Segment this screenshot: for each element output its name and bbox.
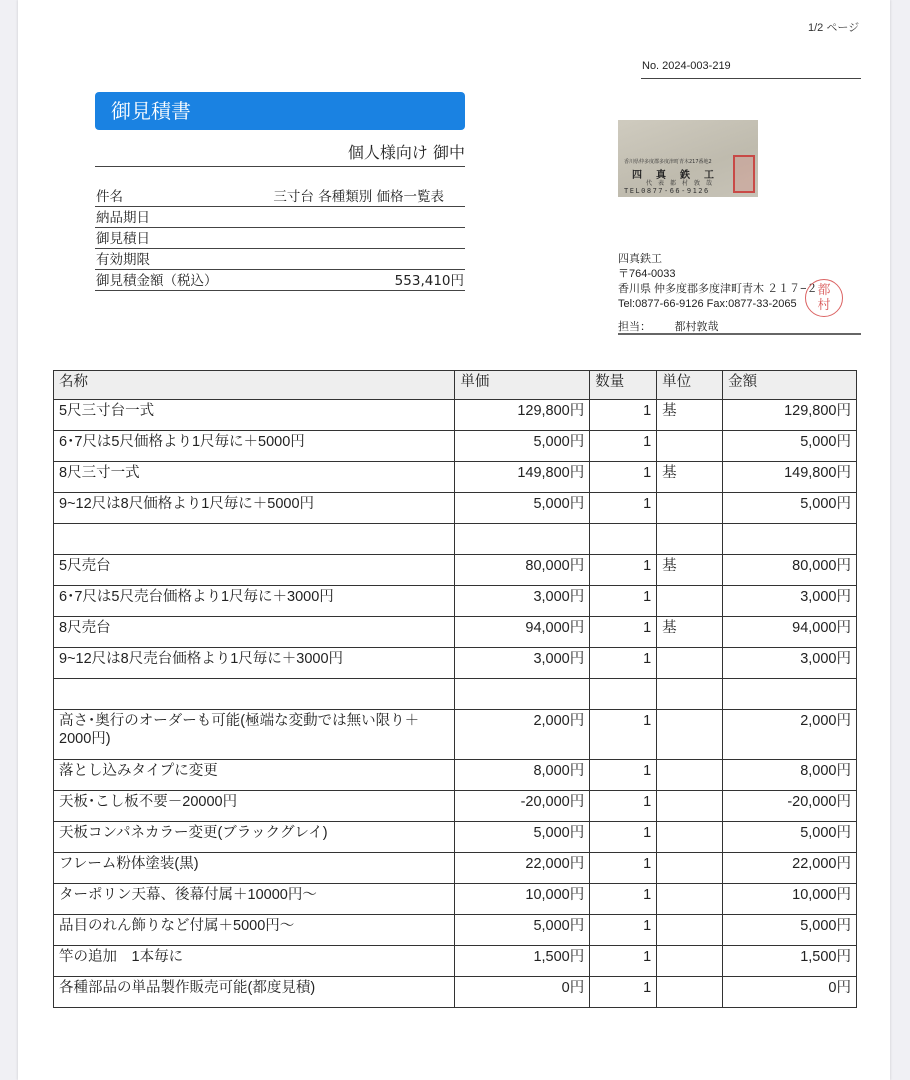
- document-title: 御見積書: [95, 92, 465, 130]
- cell-unit: 基: [657, 555, 723, 586]
- company-info: [618, 252, 818, 312]
- cell-quantity: 1: [590, 617, 657, 648]
- cell-name: 9~12尺は8尺売台価格より1尺毎に＋3000円: [54, 648, 455, 679]
- cell-quantity: 1: [590, 946, 657, 977]
- cell-quantity: 1: [590, 977, 657, 1008]
- contact-label: 担当：: [618, 320, 651, 333]
- cell-unit-price: 5,000円: [455, 431, 590, 462]
- cell-unit: [657, 493, 723, 524]
- cell-name: 9~12尺は8尺価格より1尺毎に＋5000円: [54, 493, 455, 524]
- cell-amount: 5,000円: [723, 822, 857, 853]
- cell-quantity: 1: [590, 760, 657, 791]
- cell-quantity: 1: [590, 555, 657, 586]
- cell-unit: 基: [657, 462, 723, 493]
- table-row: [54, 586, 857, 617]
- info-row-delivery-date: [95, 207, 465, 228]
- cell-name: 品目のれん飾りなど付属＋5000円～: [54, 915, 455, 946]
- table-row: [54, 946, 857, 977]
- cell-amount: [723, 524, 857, 555]
- cell-quantity: [590, 524, 657, 555]
- cell-quantity: 1: [590, 915, 657, 946]
- cell-unit-price: 1,500円: [455, 946, 590, 977]
- cell-unit-price: [455, 679, 590, 710]
- estimate-page: [18, 0, 890, 1080]
- page-indicator: 1/2 ページ: [808, 22, 860, 34]
- header-amount: 金額: [723, 371, 857, 400]
- cell-quantity: 1: [590, 884, 657, 915]
- table-row: [54, 431, 857, 462]
- cell-name: フレーム粉体塗装(黒): [54, 853, 455, 884]
- cell-name: [54, 679, 455, 710]
- cell-unit-price: [455, 524, 590, 555]
- cell-amount: 5,000円: [723, 431, 857, 462]
- recipient: 個人様向け 御中: [95, 140, 465, 167]
- info-label: 御見積日: [96, 231, 150, 247]
- cell-quantity: 1: [590, 648, 657, 679]
- table-row: [54, 617, 857, 648]
- cell-name: 各種部品の単品製作販売可能(都度見積): [54, 977, 455, 1008]
- company-postal: 〒764-0033: [618, 268, 676, 280]
- cell-amount: 5,000円: [723, 493, 857, 524]
- cell-unit: [657, 760, 723, 791]
- document-number: No. 2024-003-219: [641, 60, 861, 79]
- table-row: [54, 400, 857, 431]
- company-address: 香川県 仲多度郡多度津町青木 ２１７−２: [618, 283, 818, 295]
- info-row-subject: [95, 186, 465, 207]
- cell-unit: [657, 679, 723, 710]
- cell-name: 高さ･奥行のオーダーも可能(極端な変動では無い限り＋2000円): [54, 710, 455, 760]
- cell-name: 天板･こし板不要－20000円: [54, 791, 455, 822]
- table-row: [54, 710, 857, 760]
- info-label: 納品期日: [96, 210, 150, 226]
- contact-person: [618, 318, 861, 335]
- stamp-tel: TEL0877-66-9126: [624, 187, 710, 195]
- header-unit: 単位: [657, 371, 723, 400]
- cell-unit-price: 5,000円: [455, 822, 590, 853]
- cell-name: 天板コンパネカラー変更(ブラックグレイ): [54, 822, 455, 853]
- cell-unit: [657, 710, 723, 760]
- cell-quantity: 1: [590, 791, 657, 822]
- cell-quantity: [590, 679, 657, 710]
- cell-amount: 129,800円: [723, 400, 857, 431]
- cell-name: 竿の追加 1本毎に: [54, 946, 455, 977]
- contact-name: 都村敦哉: [674, 320, 719, 333]
- company-name: 四真鉄工: [618, 253, 662, 265]
- cell-name: 8尺売台: [54, 617, 455, 648]
- cell-quantity: 1: [590, 462, 657, 493]
- cell-unit-price: 2,000円: [455, 710, 590, 760]
- cell-amount: 2,000円: [723, 710, 857, 760]
- stamp-company: 四真鉄工: [632, 170, 728, 181]
- cell-name: 5尺三寸台一式: [54, 400, 455, 431]
- cell-amount: 10,000円: [723, 884, 857, 915]
- info-row-expiry: [95, 249, 465, 270]
- company-seal-icon: [733, 155, 755, 193]
- table-row-empty: [54, 679, 857, 710]
- cell-amount: [723, 679, 857, 710]
- table-row-empty: [54, 524, 857, 555]
- cell-amount: -20,000円: [723, 791, 857, 822]
- cell-unit: [657, 431, 723, 462]
- cell-name: 6･7尺は5尺価格より1尺毎に＋5000円: [54, 431, 455, 462]
- cell-unit-price: 129,800円: [455, 400, 590, 431]
- header-unit-price: 単価: [455, 371, 590, 400]
- info-row-total: [95, 270, 465, 291]
- stamp-representative: 代表都村敦哉: [646, 180, 719, 187]
- cell-unit-price: 5,000円: [455, 915, 590, 946]
- cell-unit-price: 94,000円: [455, 617, 590, 648]
- company-phone-fax: Tel:0877-66-9126 Fax:0877-33-2065: [618, 298, 797, 310]
- table-row: [54, 493, 857, 524]
- total-amount: 553,410円: [394, 273, 464, 289]
- cell-name: 6･7尺は5尺売台価格より1尺毎に＋3000円: [54, 586, 455, 617]
- company-stamp-image: [618, 120, 758, 197]
- table-row: [54, 462, 857, 493]
- cell-unit: 基: [657, 400, 723, 431]
- cell-name: 落とし込みタイプに変更: [54, 760, 455, 791]
- cell-unit-price: 3,000円: [455, 586, 590, 617]
- info-row-estimate-date: [95, 228, 465, 249]
- table-row: [54, 648, 857, 679]
- header-name: 名称: [54, 371, 455, 400]
- seal-char: 都: [817, 283, 831, 298]
- cell-name: 8尺三寸一式: [54, 462, 455, 493]
- table-header-row: [54, 371, 857, 400]
- cell-unit-price: 0円: [455, 977, 590, 1008]
- cell-unit-price: 22,000円: [455, 853, 590, 884]
- estimate-info: [95, 186, 465, 291]
- cell-quantity: 1: [590, 822, 657, 853]
- cell-quantity: 1: [590, 586, 657, 617]
- cell-unit: [657, 586, 723, 617]
- cell-unit-price: 8,000円: [455, 760, 590, 791]
- cell-amount: 0円: [723, 977, 857, 1008]
- cell-amount: 3,000円: [723, 648, 857, 679]
- info-label: 件名: [96, 189, 123, 205]
- cell-unit-price: 3,000円: [455, 648, 590, 679]
- table-row: [54, 555, 857, 586]
- cell-amount: 22,000円: [723, 853, 857, 884]
- cell-quantity: 1: [590, 493, 657, 524]
- info-label: 御見積金額（税込）: [96, 273, 218, 289]
- header-quantity: 数量: [590, 371, 657, 400]
- table-row: [54, 791, 857, 822]
- cell-quantity: 1: [590, 710, 657, 760]
- cell-unit: [657, 884, 723, 915]
- cell-amount: 149,800円: [723, 462, 857, 493]
- info-value: 三寸台 各種類別 価格一覧表: [273, 189, 444, 205]
- cell-amount: 80,000円: [723, 555, 857, 586]
- cell-unit: [657, 524, 723, 555]
- table-row: [54, 853, 857, 884]
- cell-unit-price: 80,000円: [455, 555, 590, 586]
- cell-unit: [657, 822, 723, 853]
- table-row: [54, 760, 857, 791]
- cell-amount: 1,500円: [723, 946, 857, 977]
- cell-quantity: 1: [590, 431, 657, 462]
- cell-quantity: 1: [590, 400, 657, 431]
- cell-unit: [657, 946, 723, 977]
- cell-unit-price: 149,800円: [455, 462, 590, 493]
- table-row: [54, 884, 857, 915]
- cell-name: ターポリン天幕、後幕付属＋10000円～: [54, 884, 455, 915]
- cell-unit-price: 10,000円: [455, 884, 590, 915]
- cell-unit: 基: [657, 617, 723, 648]
- cell-amount: 8,000円: [723, 760, 857, 791]
- cell-unit: [657, 648, 723, 679]
- cell-unit-price: -20,000円: [455, 791, 590, 822]
- cell-name: 5尺売台: [54, 555, 455, 586]
- table-row: [54, 822, 857, 853]
- personal-seal-icon: [805, 279, 843, 317]
- cell-unit: [657, 853, 723, 884]
- cell-unit-price: 5,000円: [455, 493, 590, 524]
- table-row: [54, 977, 857, 1008]
- cell-amount: 94,000円: [723, 617, 857, 648]
- cell-unit: [657, 915, 723, 946]
- cell-unit: [657, 977, 723, 1008]
- stamp-address: 香川県仲多度郡多度津町青木217番地2: [624, 159, 712, 165]
- seal-char: 村: [817, 298, 831, 313]
- cell-unit: [657, 791, 723, 822]
- info-label: 有効期限: [96, 252, 150, 268]
- cell-name: [54, 524, 455, 555]
- table-row: [54, 915, 857, 946]
- estimate-items-table: [53, 370, 857, 1008]
- cell-quantity: 1: [590, 853, 657, 884]
- cell-amount: 3,000円: [723, 586, 857, 617]
- cell-amount: 5,000円: [723, 915, 857, 946]
